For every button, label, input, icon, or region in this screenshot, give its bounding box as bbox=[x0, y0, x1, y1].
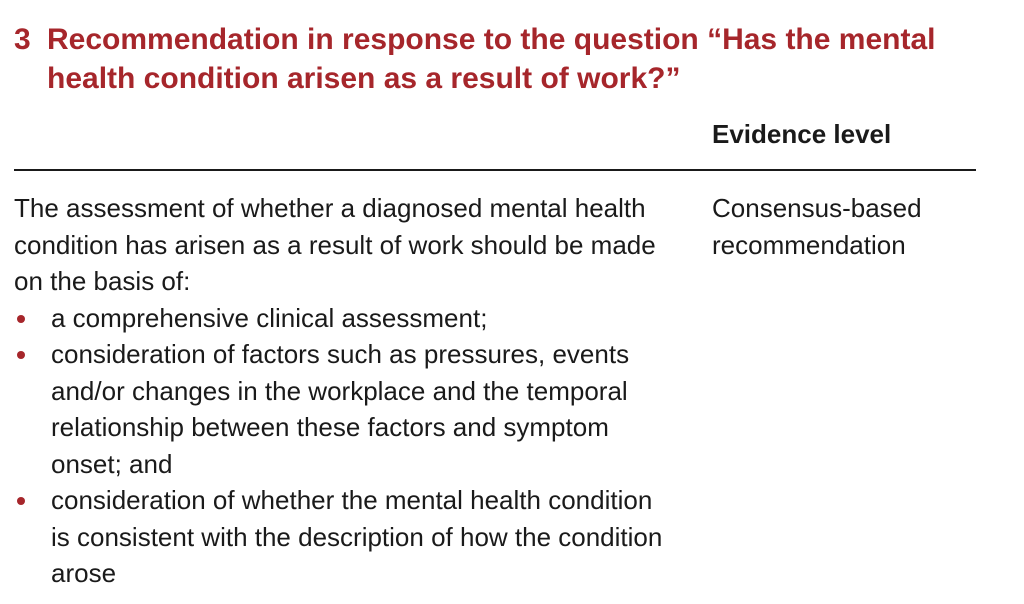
recommendation-bullet-list bbox=[14, 300, 674, 592]
section-heading bbox=[14, 20, 1004, 98]
evidence-level-value: Consensus-based recommendation bbox=[712, 193, 922, 260]
section-number: 3 bbox=[14, 23, 31, 56]
list-item bbox=[14, 336, 674, 482]
bullet-text: a comprehensive clinical assessment; bbox=[51, 302, 488, 333]
bullet-icon bbox=[17, 497, 25, 505]
section-title: Recommendation in response to the question “Has the mental health condition arisen as a result of work?” bbox=[47, 23, 936, 95]
recommendation-intro: The assessment of whether a diagnosed mental health condition has arisen as a result of work should be made on the basis of: bbox=[14, 193, 656, 296]
header-divider bbox=[14, 169, 976, 171]
bullet-text: consideration of whether the mental health condition is consistent with the description of how the condition arose bbox=[51, 485, 663, 588]
list-item bbox=[14, 482, 674, 592]
bullet-icon bbox=[17, 351, 25, 359]
bullet-icon bbox=[17, 315, 25, 323]
recommendation-cell bbox=[14, 190, 674, 592]
bullet-text: consideration of factors such as pressures, events and/or changes in the workplace and the temporal relationship between these factors and symptom onset; and bbox=[51, 339, 630, 479]
list-item bbox=[14, 300, 674, 337]
evidence-level-header: Evidence level bbox=[712, 119, 892, 149]
